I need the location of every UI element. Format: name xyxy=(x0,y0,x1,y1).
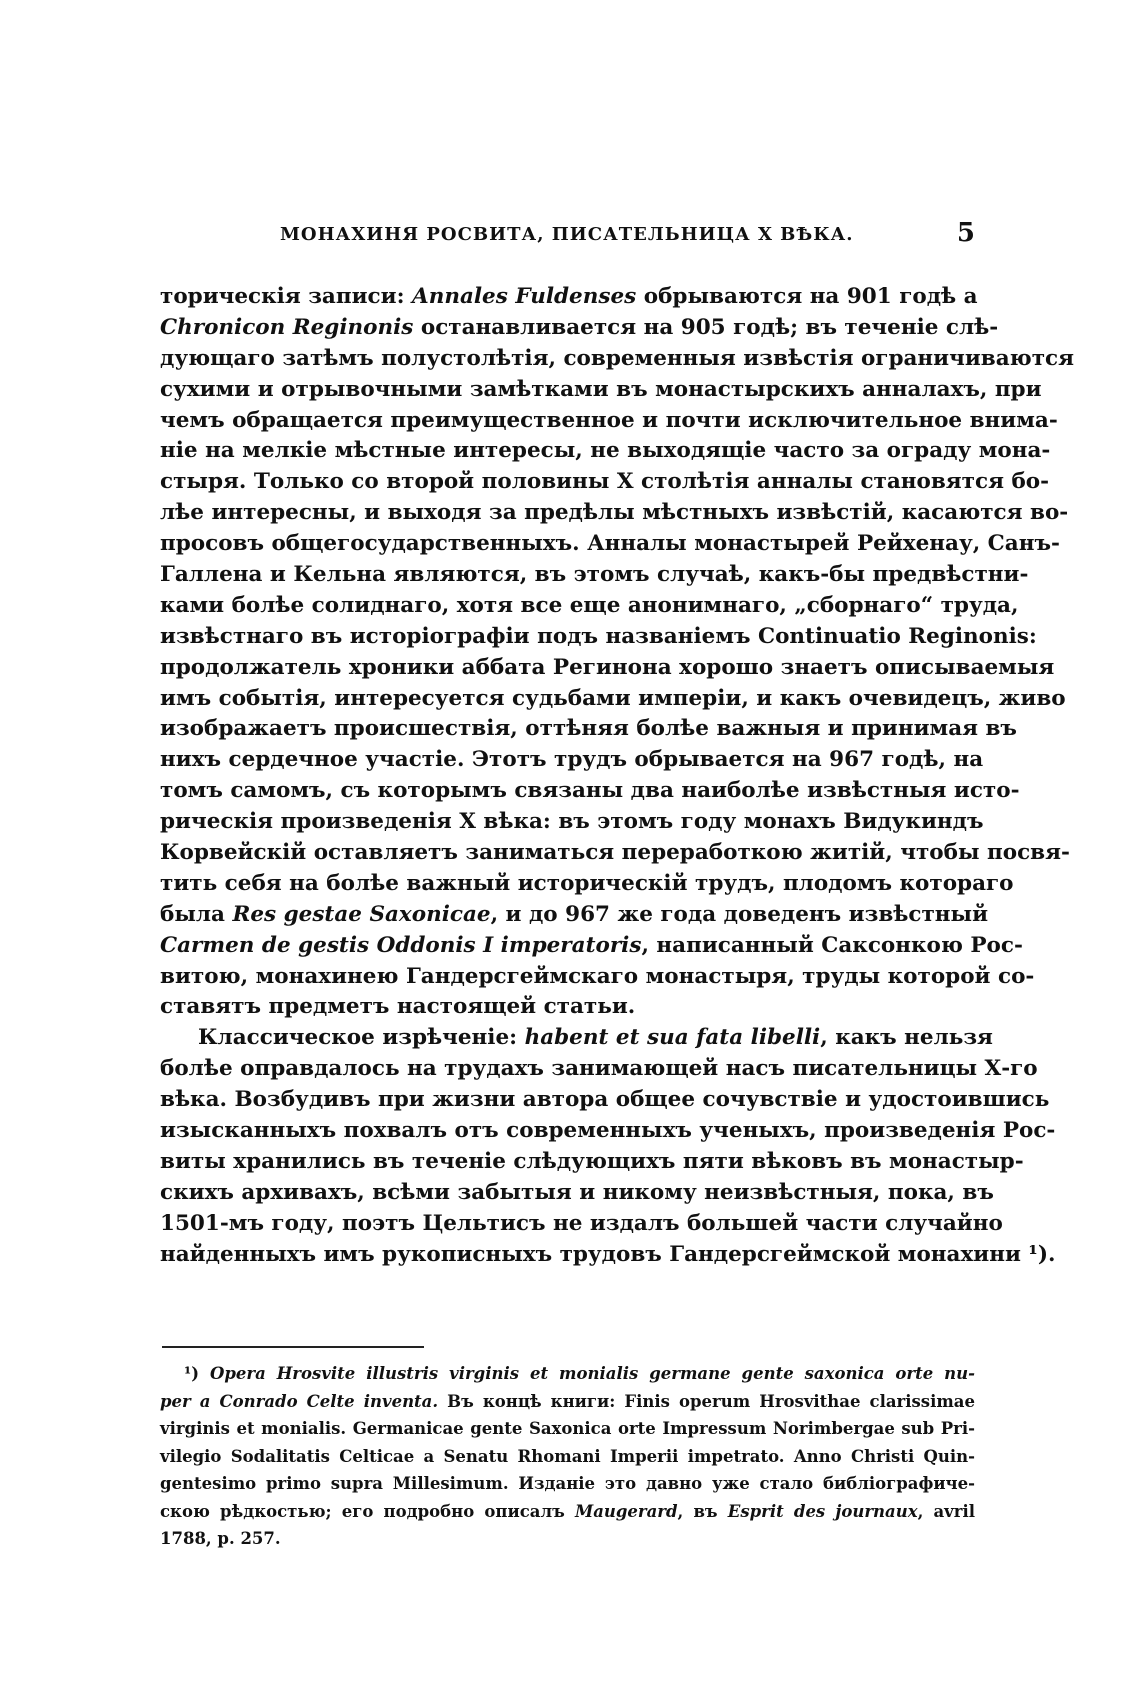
text-run: ніе на мелкіе мѣстные интересы, не выходящіе часто за ограду мона- xyxy=(160,438,1051,464)
text-line xyxy=(160,282,978,313)
text-line xyxy=(160,962,1035,993)
footnote-line xyxy=(160,1525,975,1553)
text-line xyxy=(160,591,1019,622)
text-run: ставятъ предметъ настоящей статьи. xyxy=(160,994,636,1020)
text-run: была xyxy=(160,901,233,927)
text-run: скихъ архивахъ, всѣми забытыя и никому неизвѣстныя, пока, въ xyxy=(160,1179,994,1205)
text-line xyxy=(160,1147,1024,1178)
italic-text: Maugerard xyxy=(574,1501,678,1521)
running-title: МОНАХИНЯ РОСВИТА, ПИСАТЕЛЬНИЦА Х ВѢКА. xyxy=(280,224,854,245)
footnote-line xyxy=(160,1360,975,1388)
text-run: виты хранились въ теченіе слѣдующихъ пяти вѣковъ въ монастыр- xyxy=(160,1148,1024,1174)
text-line xyxy=(160,869,1014,900)
text-run: обрываются на 901 годѣ а xyxy=(636,284,978,309)
text-run: Въ концѣ книги: Finis operum Hrosvithae clarissimae xyxy=(438,1391,975,1411)
italic-text: Esprit des journaux xyxy=(727,1501,918,1521)
text-run: virginis et monialis. Germanicae gente Saxonica orte Impressum Norimbergae sub Pri- xyxy=(160,1419,975,1438)
footnote-line xyxy=(160,1470,975,1498)
italic-text: Chronicon Reginonis xyxy=(160,314,414,340)
text-line xyxy=(160,560,1029,591)
italic-text: habent et sua fata libelli xyxy=(524,1025,821,1051)
text-run: Корвейскій оставляетъ заниматься переработкою житій, чтобы посвя- xyxy=(160,840,1070,866)
text-run: , въ xyxy=(677,1501,728,1521)
text-line xyxy=(160,838,1070,869)
text-run: извѣстнаго въ исторіографіи подъ названіемъ Continuatio Reginonis: xyxy=(160,623,1037,649)
text-run: ¹) xyxy=(184,1364,210,1383)
text-run: витою, монахинею Гандерсгеймскаго монастыря, труды которой со- xyxy=(160,963,1035,989)
text-run: тить себя на болѣе важный историческій трудъ, плодомъ котораго xyxy=(160,870,1014,896)
text-line xyxy=(160,807,984,838)
text-run: стыря. Только со второй половины Х столѣтія анналы становятся бо- xyxy=(160,469,1050,495)
text-run: сухими и отрывочными замѣтками въ монастырскихъ анналахъ, при xyxy=(160,376,1042,402)
text-line xyxy=(160,529,1060,560)
footnote-line xyxy=(160,1498,975,1526)
text-run: томъ самомъ, съ которымъ связаны два наиболѣе извѣстныя исто- xyxy=(160,778,1020,804)
text-run: просовъ общегосударственныхъ. Анналы монастырей Рейхенау, Санъ- xyxy=(160,531,1060,557)
text-run: 1788, р. 257. xyxy=(160,1529,281,1548)
text-run: вѣка. Возбудивъ при жизни автора общее сочувствіе и удостоившись xyxy=(160,1087,1050,1113)
footnote-rule xyxy=(162,1346,424,1348)
text-run: лѣе интересны, и выходя за предѣлы мѣстныхъ извѣстій, касаются во- xyxy=(160,500,1069,526)
text-run: Галлена и Кельна являются, въ этомъ случаѣ, какъ-бы предвѣстни- xyxy=(160,562,1029,588)
text-line xyxy=(160,684,1066,715)
text-run: продолжатель хроники аббата Регинона хорошо знаетъ описываемыя xyxy=(160,654,1055,680)
footnotes xyxy=(160,1360,975,1553)
text-line xyxy=(160,931,1023,962)
text-line xyxy=(160,436,1051,467)
text-run: чемъ обращается преимущественное и почти исключительное внима- xyxy=(160,407,1058,433)
italic-text: Carmen de gestis Oddonis I imperatoris xyxy=(160,932,642,958)
body-text xyxy=(160,282,1075,1271)
text-line xyxy=(160,653,1055,684)
text-run: Классическое изрѣченіе: xyxy=(198,1025,525,1051)
text-line xyxy=(160,1054,1038,1085)
text-run: торическія записи: xyxy=(160,284,413,309)
text-run: , avril xyxy=(917,1501,975,1521)
text-run: дующаго затѣмъ полустолѣтія, современныя извѣстія ограничиваются xyxy=(160,345,1075,371)
page-number: 5 xyxy=(956,218,975,248)
italic-text: Res gestae Saxonicae xyxy=(232,901,491,927)
text-run: изображаетъ происшествія, оттѣняя болѣе важныя и принимая въ xyxy=(160,716,1017,742)
footnote-line xyxy=(160,1415,975,1443)
text-line xyxy=(160,313,999,344)
text-run: нихъ сердечное участіе. Этотъ трудъ обрывается на 967 годѣ, на xyxy=(160,747,984,773)
text-run: болѣе оправдалось на трудахъ занимающей насъ писательницы Х-го xyxy=(160,1056,1038,1082)
text-line xyxy=(160,375,1042,406)
text-line xyxy=(160,467,1050,498)
text-line xyxy=(160,622,1037,653)
text-line xyxy=(160,776,1020,807)
text-line xyxy=(160,498,1069,529)
italic-text: per a Conrado Celte inventa. xyxy=(160,1391,439,1411)
text-run: рическія произведенія Х вѣка: въ этомъ году монахъ Видукиндъ xyxy=(160,809,984,835)
text-run: скою рѣдкостью; его подробно описалъ xyxy=(160,1501,575,1521)
text-line xyxy=(160,1085,1050,1116)
text-run: останавливается на 905 годѣ; въ теченіе слѣ- xyxy=(413,314,999,340)
text-run: изысканныхъ похвалъ отъ современныхъ ученыхъ, произведенія Рос- xyxy=(160,1118,1056,1144)
footnote-line xyxy=(160,1388,975,1416)
text-line xyxy=(160,900,989,931)
text-line xyxy=(160,1116,1056,1147)
text-run: найденныхъ имъ рукописныхъ трудовъ Гандерсгеймской монахини ¹). xyxy=(160,1241,1056,1267)
text-line xyxy=(160,406,1058,437)
text-line xyxy=(160,714,1017,745)
italic-text: Opera Hrosvite illustris virginis et monialis germane gente saxonica orte nu- xyxy=(209,1364,976,1383)
text-line xyxy=(160,1023,993,1054)
footnote-line xyxy=(160,1443,975,1471)
text-run: , написанный Саксонкою Рос- xyxy=(641,932,1023,958)
italic-text: Annales Fuldenses xyxy=(412,284,637,309)
text-line xyxy=(160,745,984,776)
text-run: vilegio Sodalitatis Celticae a Senatu Rhomani Imperii impetrato. Anno Christi Quin- xyxy=(160,1446,975,1466)
text-run: , и до 967 же года доведенъ извѣстный xyxy=(490,901,989,927)
text-run: gentesimo primo supra Millesimum. Изданіе это давно уже стало библіографиче- xyxy=(160,1474,975,1493)
text-line xyxy=(160,1209,1003,1240)
text-run: ками болѣе солиднаго, хотя все еще анонимнаго, „сборнаго“ труда, xyxy=(160,592,1019,618)
text-line xyxy=(160,344,1075,375)
text-line xyxy=(160,1178,994,1209)
running-head xyxy=(160,218,975,264)
text-run: 1501-мъ году, поэтъ Цельтисъ не издалъ большей части случайно xyxy=(160,1210,1003,1236)
text-line xyxy=(160,992,975,1023)
text-run: имъ событія, интересуется судьбами имперіи, и какъ очевидецъ, живо xyxy=(160,685,1066,711)
text-line xyxy=(160,1240,1056,1271)
text-run: , какъ нельзя xyxy=(820,1025,993,1051)
